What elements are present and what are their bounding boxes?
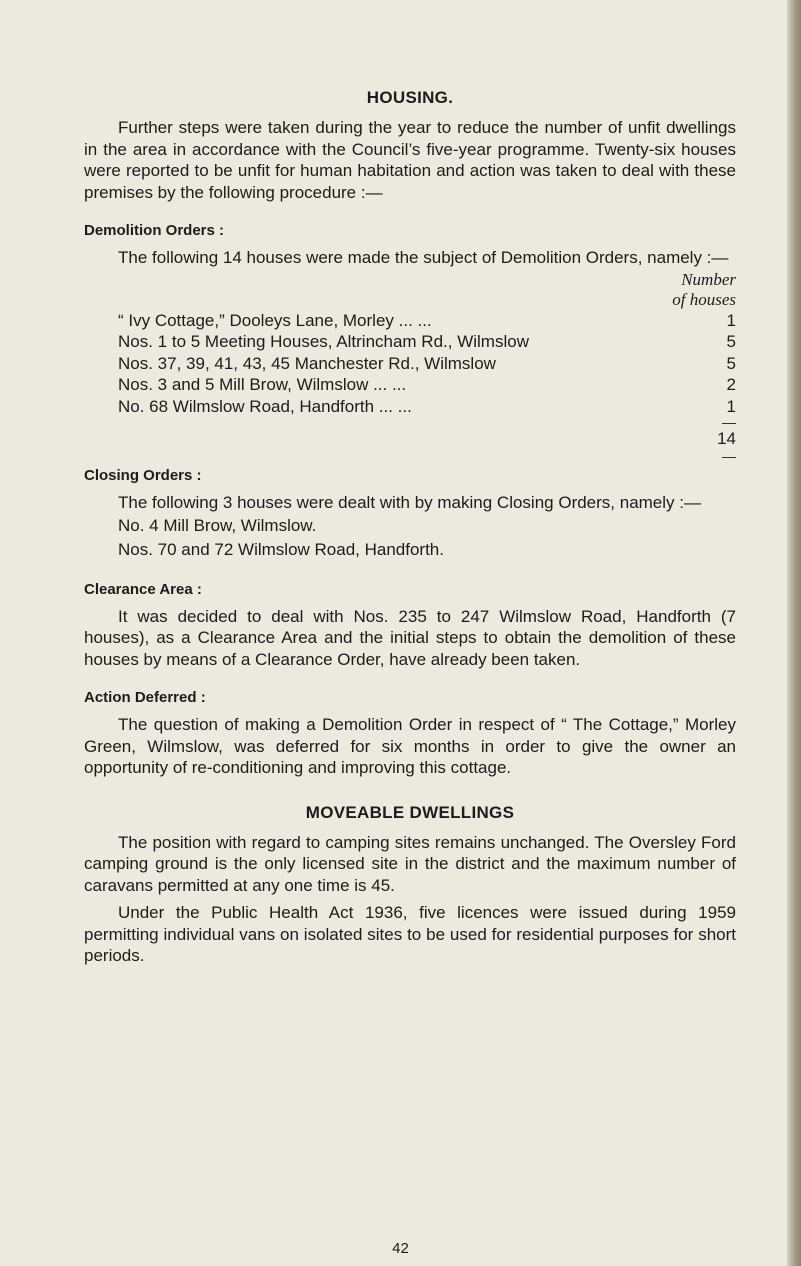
moveable-paragraph-2: Under the Public Health Act 1936, five licences were issued during 1959 permitting individual vans on isolated sites to be used for residential purposes for short periods. (84, 903, 736, 965)
clearance-area-heading: Clearance Area : (84, 580, 202, 598)
clearance-area-paragraph: It was decided to deal with Nos. 235 to 247 Wilmslow Road, Handforth (7 houses), as a Clearance Area and the initial steps to obtain the demolition of these houses by means of a Clearance Order, have already been taken. (84, 606, 736, 669)
row-address: “ Ivy Cottage,” Dooleys Lane, Morley ... ... (118, 310, 432, 330)
demolition-orders-paragraph: The following 14 houses were made the subject of Demolition Orders, namely :— (118, 248, 729, 267)
table-row (84, 396, 736, 418)
row-address: Nos. 37, 39, 41, 43, 45 Manchester Rd., Wilmslow (118, 353, 496, 373)
closing-orders-heading: Closing Orders : (84, 467, 202, 484)
row-count: 2 (726, 375, 736, 394)
demolition-table (84, 310, 736, 462)
total-rule-bottom (84, 451, 736, 461)
demolition-orders-heading: Demolition Orders : (84, 222, 225, 239)
document-body (84, 88, 736, 967)
moveable-dwellings-heading: MOVEABLE DWELLINGS (305, 802, 515, 822)
action-deferred-heading: Action Deferred : (84, 689, 206, 706)
row-count: 1 (726, 310, 736, 330)
table-row (84, 331, 736, 353)
page-edge-shadow (787, 0, 801, 1266)
table-row (84, 353, 736, 375)
row-address: Nos. 3 and 5 Mill Brow, Wilmslow ... ... (118, 375, 407, 394)
moveable-paragraph-1: The position with regard to camping sites remains unchanged. The Oversley Ford camping ground is the only licensed site in the district and the maximum number of caravans permitted at any one time is 45. (84, 832, 736, 895)
total-row (84, 427, 736, 451)
table-row (84, 374, 736, 396)
row-count: 5 (726, 353, 736, 373)
closing-orders-paragraph: The following 3 houses were dealt with by making Closing Orders, namely :— (118, 493, 701, 512)
total-count: 14 (717, 429, 736, 448)
row-address: No. 68 Wilmslow Road, Handforth ... ... (118, 396, 412, 416)
number-column-header-line2: of houses (672, 289, 736, 309)
row-count: 5 (726, 332, 736, 351)
number-column-header (84, 270, 736, 310)
list-item: Nos. 70 and 72 Wilmslow Road, Handforth. (118, 539, 444, 559)
row-count: 1 (726, 396, 736, 416)
row-address: Nos. 1 to 5 Meeting Houses, Altrincham Rd., Wilmslow (118, 332, 529, 351)
table-row (84, 310, 736, 332)
total-rule-top (84, 417, 736, 427)
housing-intro-paragraph: Further steps were taken during the year to reduce the number of unfit dwellings in the area in accordance with the Council’s five-year programme. Twenty-six houses were reported to be unfit for human habitation and action was taken to deal with these premises by the following procedure :— (84, 118, 736, 202)
action-deferred-paragraph: The question of making a Demolition Order in respect of “ The Cottage,” Morley Green, Wilmslow, was deferred for six months in order to give the owner an opportunity of re-conditioning and improving this cottage. (84, 715, 736, 777)
housing-heading: HOUSING. (366, 88, 454, 107)
number-column-header-line1: Number (681, 269, 736, 289)
list-item: No. 4 Mill Brow, Wilmslow. (118, 515, 317, 535)
page-number: 42 (392, 1240, 409, 1257)
